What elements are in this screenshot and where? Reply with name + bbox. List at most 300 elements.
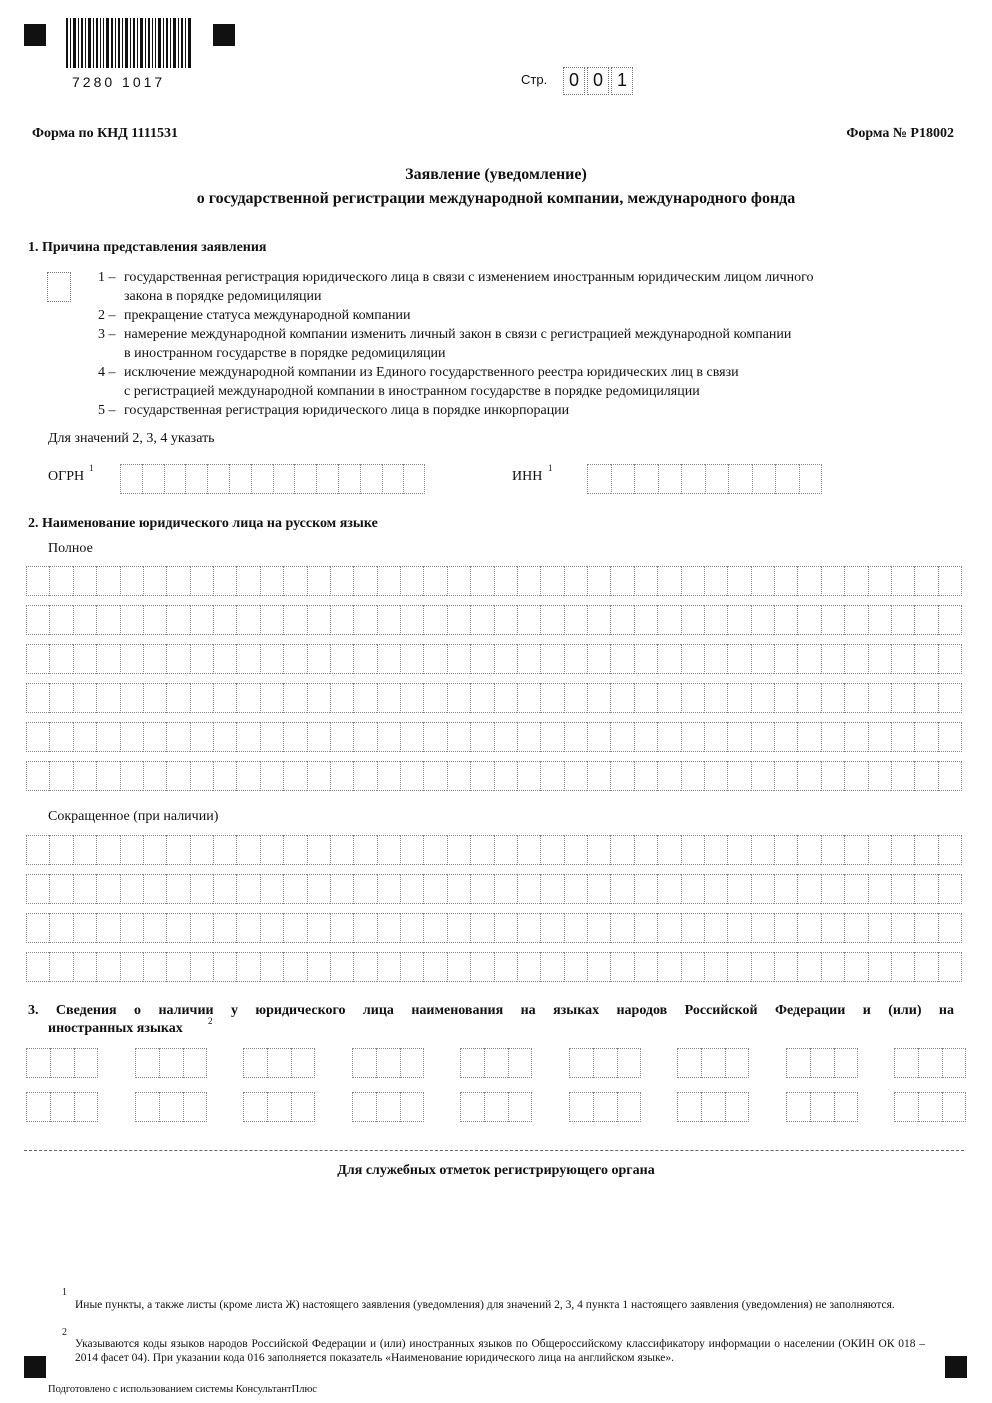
char-cell[interactable]: [587, 913, 610, 943]
char-cell[interactable]: [143, 913, 166, 943]
char-cell[interactable]: [727, 722, 750, 752]
char-cell[interactable]: [26, 1048, 50, 1078]
language-code-input[interactable]: [352, 1048, 424, 1078]
char-cell[interactable]: [774, 874, 797, 904]
char-cell[interactable]: [868, 605, 891, 635]
char-cell[interactable]: [447, 644, 470, 674]
char-cell[interactable]: [120, 874, 143, 904]
char-cell[interactable]: [377, 644, 400, 674]
char-cell[interactable]: [353, 952, 376, 982]
char-cell[interactable]: [564, 913, 587, 943]
char-cell[interactable]: [166, 683, 189, 713]
char-cell[interactable]: [868, 761, 891, 791]
language-code-input[interactable]: [352, 1092, 424, 1122]
char-cell[interactable]: [494, 605, 517, 635]
char-cell[interactable]: [564, 952, 587, 982]
char-cell[interactable]: [797, 566, 820, 596]
char-grid-row[interactable]: [26, 952, 962, 982]
char-cell[interactable]: [727, 644, 750, 674]
char-cell[interactable]: [587, 952, 610, 982]
char-cell[interactable]: [938, 835, 962, 865]
char-cell[interactable]: [96, 566, 119, 596]
char-cell[interactable]: [120, 761, 143, 791]
language-code-input[interactable]: [26, 1048, 98, 1078]
char-cell[interactable]: [774, 835, 797, 865]
char-cell[interactable]: [73, 835, 96, 865]
char-cell[interactable]: [891, 644, 914, 674]
char-cell[interactable]: [400, 683, 423, 713]
char-cell[interactable]: [400, 761, 423, 791]
char-cell[interactable]: [260, 605, 283, 635]
char-cell[interactable]: [96, 761, 119, 791]
char-cell[interactable]: [423, 644, 446, 674]
char-cell[interactable]: [96, 722, 119, 752]
char-cell[interactable]: [834, 1048, 858, 1078]
char-cell[interactable]: [470, 683, 493, 713]
char-cell[interactable]: [159, 1092, 183, 1122]
char-cell[interactable]: [283, 874, 306, 904]
language-code-input[interactable]: [677, 1048, 749, 1078]
char-cell[interactable]: [727, 874, 750, 904]
char-cell[interactable]: [587, 605, 610, 635]
char-cell[interactable]: [540, 605, 563, 635]
char-cell[interactable]: [353, 683, 376, 713]
char-cell[interactable]: [26, 835, 49, 865]
char-cell[interactable]: [377, 605, 400, 635]
char-cell[interactable]: [49, 835, 72, 865]
char-cell[interactable]: [143, 874, 166, 904]
char-cell[interactable]: [938, 566, 962, 596]
char-cell[interactable]: [593, 1048, 617, 1078]
char-cell[interactable]: [283, 952, 306, 982]
char-cell[interactable]: [213, 722, 236, 752]
char-cell[interactable]: [540, 835, 563, 865]
char-cell[interactable]: [821, 644, 844, 674]
language-code-input[interactable]: [894, 1092, 966, 1122]
char-cell[interactable]: [844, 683, 867, 713]
char-cell[interactable]: [587, 761, 610, 791]
char-cell[interactable]: [190, 835, 213, 865]
char-cell[interactable]: [400, 644, 423, 674]
char-cell[interactable]: [26, 952, 49, 982]
char-cell[interactable]: [564, 683, 587, 713]
char-cell[interactable]: [844, 874, 867, 904]
char-cell[interactable]: [236, 874, 259, 904]
char-cell[interactable]: [49, 644, 72, 674]
char-cell[interactable]: [657, 913, 680, 943]
char-cell[interactable]: [260, 722, 283, 752]
char-cell[interactable]: [283, 835, 306, 865]
char-cell[interactable]: [260, 566, 283, 596]
char-cell[interactable]: [243, 1048, 267, 1078]
char-cell[interactable]: [460, 1048, 484, 1078]
char-cell[interactable]: [494, 874, 517, 904]
char-cell[interactable]: [260, 874, 283, 904]
char-cell[interactable]: [50, 1092, 74, 1122]
inn-input[interactable]: [587, 464, 822, 494]
char-cell[interactable]: [330, 874, 353, 904]
char-cell[interactable]: [617, 1092, 641, 1122]
char-cell[interactable]: [213, 605, 236, 635]
char-cell[interactable]: [494, 835, 517, 865]
char-cell[interactable]: [190, 761, 213, 791]
char-cell[interactable]: [377, 683, 400, 713]
char-cell[interactable]: [774, 761, 797, 791]
char-cell[interactable]: [914, 605, 937, 635]
char-cell[interactable]: [914, 835, 937, 865]
char-cell[interactable]: [751, 683, 774, 713]
char-cell[interactable]: [447, 683, 470, 713]
char-cell[interactable]: [681, 566, 704, 596]
char-cell[interactable]: [330, 722, 353, 752]
char-cell[interactable]: [834, 1092, 858, 1122]
char-cell[interactable]: [423, 761, 446, 791]
char-cell[interactable]: [844, 952, 867, 982]
char-cell[interactable]: [657, 952, 680, 982]
char-cell[interactable]: [120, 913, 143, 943]
char-cell[interactable]: [447, 761, 470, 791]
char-cell[interactable]: [727, 566, 750, 596]
char-cell[interactable]: [26, 1092, 50, 1122]
char-cell[interactable]: [564, 722, 587, 752]
language-code-input[interactable]: [569, 1048, 641, 1078]
char-cell[interactable]: [143, 683, 166, 713]
language-code-input[interactable]: [894, 1048, 966, 1078]
char-cell[interactable]: [330, 644, 353, 674]
char-cell[interactable]: [377, 952, 400, 982]
char-cell[interactable]: [938, 644, 962, 674]
char-cell[interactable]: [470, 874, 493, 904]
char-cell[interactable]: [610, 644, 633, 674]
char-cell[interactable]: [236, 644, 259, 674]
char-cell[interactable]: [701, 1048, 725, 1078]
char-cell[interactable]: [423, 835, 446, 865]
char-cell[interactable]: [74, 1092, 98, 1122]
reason-code-input[interactable]: [47, 272, 71, 302]
char-cell[interactable]: [891, 913, 914, 943]
char-cell[interactable]: [681, 952, 704, 982]
char-cell[interactable]: [634, 913, 657, 943]
char-cell[interactable]: [120, 722, 143, 752]
char-cell[interactable]: [166, 722, 189, 752]
char-cell[interactable]: [49, 913, 72, 943]
char-cell[interactable]: [352, 1048, 376, 1078]
char-cell[interactable]: [821, 722, 844, 752]
char-cell[interactable]: [569, 1048, 593, 1078]
char-cell[interactable]: [610, 566, 633, 596]
char-cell[interactable]: [891, 952, 914, 982]
char-cell[interactable]: [470, 761, 493, 791]
char-cell[interactable]: [120, 683, 143, 713]
char-cell[interactable]: [540, 913, 563, 943]
char-cell[interactable]: [484, 1092, 508, 1122]
char-cell[interactable]: [377, 913, 400, 943]
char-cell[interactable]: [564, 644, 587, 674]
char-cell[interactable]: [190, 683, 213, 713]
char-cell[interactable]: [26, 913, 49, 943]
char-cell[interactable]: [610, 761, 633, 791]
char-cell[interactable]: [657, 566, 680, 596]
char-cell[interactable]: [634, 835, 657, 865]
char-cell[interactable]: [470, 835, 493, 865]
language-code-input[interactable]: [786, 1092, 858, 1122]
char-cell[interactable]: [307, 952, 330, 982]
char-cell[interactable]: [307, 913, 330, 943]
char-cell[interactable]: [96, 605, 119, 635]
char-cell[interactable]: [634, 683, 657, 713]
char-cell[interactable]: [73, 952, 96, 982]
char-cell[interactable]: [593, 1092, 617, 1122]
char-cell[interactable]: [307, 566, 330, 596]
char-cell[interactable]: [423, 913, 446, 943]
char-cell[interactable]: [143, 644, 166, 674]
char-grid-row[interactable]: [26, 913, 962, 943]
char-cell[interactable]: [610, 952, 633, 982]
char-cell[interactable]: [49, 566, 72, 596]
char-cell[interactable]: [774, 952, 797, 982]
char-cell[interactable]: [494, 566, 517, 596]
char-cell[interactable]: [50, 1048, 74, 1078]
char-cell[interactable]: [704, 683, 727, 713]
char-cell[interactable]: [634, 722, 657, 752]
char-cell[interactable]: [74, 1048, 98, 1078]
char-cell[interactable]: [330, 566, 353, 596]
char-cell[interactable]: [540, 761, 563, 791]
char-cell[interactable]: [517, 952, 540, 982]
char-grid-row[interactable]: [26, 566, 962, 596]
char-cell[interactable]: [423, 605, 446, 635]
char-cell[interactable]: [307, 761, 330, 791]
char-cell[interactable]: [143, 722, 166, 752]
char-cell[interactable]: [73, 566, 96, 596]
char-cell[interactable]: [120, 952, 143, 982]
char-cell[interactable]: [166, 644, 189, 674]
char-cell[interactable]: [891, 722, 914, 752]
char-cell[interactable]: [704, 605, 727, 635]
char-cell[interactable]: [423, 683, 446, 713]
char-cell[interactable]: [821, 835, 844, 865]
char-cell[interactable]: [681, 874, 704, 904]
char-cell[interactable]: [704, 874, 727, 904]
char-cell[interactable]: [494, 644, 517, 674]
char-cell[interactable]: [844, 605, 867, 635]
char-cell[interactable]: [868, 683, 891, 713]
char-cell[interactable]: [727, 683, 750, 713]
char-cell[interactable]: [751, 913, 774, 943]
char-cell[interactable]: [352, 1092, 376, 1122]
char-cell[interactable]: [377, 835, 400, 865]
char-cell[interactable]: [400, 566, 423, 596]
char-cell[interactable]: [797, 722, 820, 752]
char-cell[interactable]: [634, 644, 657, 674]
char-cell[interactable]: [120, 566, 143, 596]
char-cell[interactable]: [891, 761, 914, 791]
char-cell[interactable]: [797, 835, 820, 865]
char-cell[interactable]: [283, 605, 306, 635]
char-cell[interactable]: [26, 761, 49, 791]
char-cell[interactable]: [26, 683, 49, 713]
char-cell[interactable]: [704, 644, 727, 674]
char-cell[interactable]: [634, 566, 657, 596]
char-cell[interactable]: [914, 683, 937, 713]
char-cell[interactable]: [844, 913, 867, 943]
char-cell[interactable]: [508, 1092, 532, 1122]
char-cell[interactable]: [725, 1092, 749, 1122]
char-cell[interactable]: [26, 874, 49, 904]
char-cell[interactable]: [587, 874, 610, 904]
char-cell[interactable]: [447, 566, 470, 596]
char-cell[interactable]: [587, 722, 610, 752]
char-cell[interactable]: [938, 913, 962, 943]
char-cell[interactable]: [260, 952, 283, 982]
char-cell[interactable]: [844, 566, 867, 596]
char-cell[interactable]: [330, 913, 353, 943]
char-cell[interactable]: [774, 683, 797, 713]
char-cell[interactable]: [540, 683, 563, 713]
char-cell[interactable]: [918, 1048, 942, 1078]
char-cell[interactable]: [330, 761, 353, 791]
char-cell[interactable]: [447, 835, 470, 865]
char-cell[interactable]: [751, 874, 774, 904]
char-cell[interactable]: [914, 761, 937, 791]
char-cell[interactable]: [704, 835, 727, 865]
char-cell[interactable]: [96, 913, 119, 943]
char-cell[interactable]: [307, 683, 330, 713]
char-cell[interactable]: [73, 722, 96, 752]
char-cell[interactable]: [400, 722, 423, 752]
char-cell[interactable]: [891, 683, 914, 713]
char-cell[interactable]: [569, 1092, 593, 1122]
char-cell[interactable]: [307, 644, 330, 674]
char-cell[interactable]: [183, 1048, 207, 1078]
char-cell[interactable]: [657, 761, 680, 791]
char-cell[interactable]: [159, 1048, 183, 1078]
char-cell[interactable]: [283, 761, 306, 791]
char-cell[interactable]: [774, 722, 797, 752]
char-cell[interactable]: [774, 913, 797, 943]
char-cell[interactable]: [617, 1048, 641, 1078]
char-cell[interactable]: [727, 952, 750, 982]
char-cell[interactable]: [260, 644, 283, 674]
char-cell[interactable]: [704, 761, 727, 791]
char-cell[interactable]: [797, 874, 820, 904]
char-cell[interactable]: [166, 835, 189, 865]
char-cell[interactable]: [677, 1092, 701, 1122]
char-cell[interactable]: [587, 566, 610, 596]
char-cell[interactable]: [701, 1092, 725, 1122]
char-cell[interactable]: [120, 835, 143, 865]
char-cell[interactable]: [353, 644, 376, 674]
char-cell[interactable]: [166, 566, 189, 596]
char-cell[interactable]: [610, 913, 633, 943]
char-cell[interactable]: [236, 683, 259, 713]
char-cell[interactable]: [681, 644, 704, 674]
char-cell[interactable]: [810, 1092, 834, 1122]
char-cell[interactable]: [517, 566, 540, 596]
char-cell[interactable]: [610, 605, 633, 635]
char-grid-row[interactable]: [26, 683, 962, 713]
char-cell[interactable]: [73, 913, 96, 943]
char-cell[interactable]: [213, 913, 236, 943]
char-cell[interactable]: [681, 761, 704, 791]
char-cell[interactable]: [236, 566, 259, 596]
char-cell[interactable]: [190, 644, 213, 674]
char-cell[interactable]: [517, 683, 540, 713]
char-cell[interactable]: [634, 874, 657, 904]
char-cell[interactable]: [96, 835, 119, 865]
char-cell[interactable]: [494, 722, 517, 752]
char-cell[interactable]: [460, 1092, 484, 1122]
char-cell[interactable]: [751, 722, 774, 752]
char-grid-row[interactable]: [26, 874, 962, 904]
char-cell[interactable]: [610, 683, 633, 713]
char-cell[interactable]: [135, 1092, 159, 1122]
char-cell[interactable]: [821, 913, 844, 943]
char-cell[interactable]: [727, 761, 750, 791]
language-code-input[interactable]: [677, 1092, 749, 1122]
char-cell[interactable]: [484, 1048, 508, 1078]
char-cell[interactable]: [564, 605, 587, 635]
char-cell[interactable]: [447, 874, 470, 904]
char-cell[interactable]: [143, 761, 166, 791]
char-cell[interactable]: [894, 1048, 918, 1078]
char-cell[interactable]: [517, 835, 540, 865]
language-code-input[interactable]: [786, 1048, 858, 1078]
char-cell[interactable]: [540, 722, 563, 752]
char-cell[interactable]: [166, 605, 189, 635]
char-cell[interactable]: [727, 835, 750, 865]
char-cell[interactable]: [634, 605, 657, 635]
char-cell[interactable]: [914, 913, 937, 943]
char-cell[interactable]: [49, 874, 72, 904]
char-cell[interactable]: [260, 683, 283, 713]
char-cell[interactable]: [49, 605, 72, 635]
char-cell[interactable]: [508, 1048, 532, 1078]
char-cell[interactable]: [868, 874, 891, 904]
char-cell[interactable]: [353, 874, 376, 904]
char-cell[interactable]: [377, 722, 400, 752]
char-cell[interactable]: [400, 605, 423, 635]
char-cell[interactable]: [564, 835, 587, 865]
char-cell[interactable]: [751, 952, 774, 982]
char-cell[interactable]: [868, 722, 891, 752]
char-cell[interactable]: [868, 644, 891, 674]
char-cell[interactable]: [213, 644, 236, 674]
char-cell[interactable]: [26, 644, 49, 674]
char-cell[interactable]: [517, 874, 540, 904]
char-cell[interactable]: [494, 683, 517, 713]
char-cell[interactable]: [657, 683, 680, 713]
char-cell[interactable]: [236, 605, 259, 635]
char-cell[interactable]: [587, 683, 610, 713]
char-cell[interactable]: [494, 913, 517, 943]
char-cell[interactable]: [353, 835, 376, 865]
char-cell[interactable]: [377, 761, 400, 791]
char-cell[interactable]: [26, 605, 49, 635]
char-cell[interactable]: [73, 605, 96, 635]
char-cell[interactable]: [751, 566, 774, 596]
char-cell[interactable]: [517, 761, 540, 791]
language-code-input[interactable]: [460, 1048, 532, 1078]
char-cell[interactable]: [447, 722, 470, 752]
char-cell[interactable]: [868, 913, 891, 943]
char-cell[interactable]: [377, 874, 400, 904]
char-cell[interactable]: [49, 761, 72, 791]
char-cell[interactable]: [307, 835, 330, 865]
char-cell[interactable]: [657, 874, 680, 904]
char-cell[interactable]: [610, 874, 633, 904]
char-cell[interactable]: [704, 722, 727, 752]
